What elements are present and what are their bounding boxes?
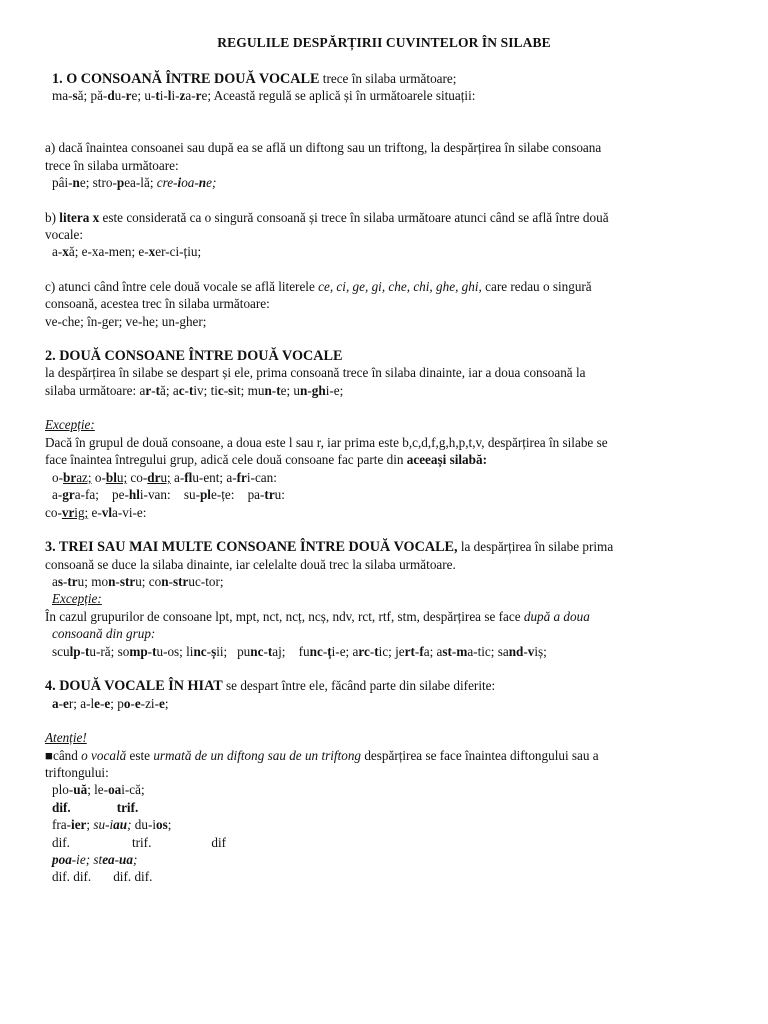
- section-2-heading-text: 2. DOUĂ CONSOANE ÎNTRE DOUĂ VOCALE: [45, 348, 343, 364]
- attention-line1-mid: este: [126, 748, 154, 763]
- section-2-exc-examples-3: co-vrig; e-vla-vi-e:: [45, 505, 147, 520]
- section-2-exc-line1: Dacă în grupul de două consoane, a doua este l sau r, iar prima este b,c,d,f,g,h,p,t,v, despărțirea în silabe se: [45, 435, 608, 450]
- rule-c-line1-pre: c) atunci când între cele două vocale se află literele: [45, 279, 319, 294]
- section-3-exc-line1: [45, 608, 590, 625]
- rule-b-label: b): [45, 210, 60, 225]
- section-2-exc-examples-2: a-gra-fa; pe-hli-van: su-ple-țe: pa-tru:: [52, 487, 285, 502]
- section-2-line2: silaba următoare: ar-tă; ac-tiv; tic-sit; mun-te; un-ghi-e;: [45, 383, 344, 398]
- section-3-heading-tail: la despărțirea în silabe prima: [457, 539, 614, 554]
- section-3-exception-label: [52, 590, 102, 607]
- section-3-exc-line2: [52, 625, 155, 642]
- label-dif: dif.: [52, 800, 71, 815]
- attention-line1-post: despărțirea se face înaintea diftongului sau a: [361, 748, 599, 763]
- attention-line1: [45, 747, 599, 764]
- section-2-exc-examples-1: o-braz; o-blu; co-dru; a-flu-ent; a-fri-can:: [52, 470, 277, 485]
- rule-b-bold: litera x: [59, 210, 100, 225]
- exception-label: Excepție:: [52, 591, 102, 606]
- rule-a-line1: a) dacă înaintea consoanei sau după ea se află un diftong sau un triftong, la despărțirea în silabe consoana: [45, 140, 602, 155]
- rule-a-line2: trece în silaba următoare:: [45, 158, 179, 173]
- section-3-exc-line1-text: În cazul grupurilor de consoane lpt, mpt, nct, ncț, ncș, ndv, rct, rtf, stm, despărțirea se face: [45, 609, 524, 624]
- section-2-exc-line2: [45, 451, 487, 468]
- section-1-examples: ma-să; pă-du-re; u-ti-li-za-re; Această regulă se aplică și în următoarele situații:: [52, 88, 476, 103]
- rule-b-examples: a-xă; e-xa-men; e-xer-ci-țiu;: [52, 244, 202, 259]
- section-4-heading: 4. DOUĂ VOCALE ÎN HIAT: [45, 678, 223, 694]
- section-4-examples: a-er; a-le-e; po-e-zi-e;: [52, 696, 169, 711]
- label-trif: trif.: [131, 835, 152, 850]
- attention-example-2: fra-ier; su-iau; du-ios;: [52, 817, 172, 832]
- label-dif: dif.: [113, 869, 132, 884]
- rule-a-examples: pâi-ne; stro-pea-lă; cre-ioa-ne;: [52, 175, 217, 190]
- rule-c-line2: consoană, acestea trec în silaba următoare:: [45, 296, 270, 311]
- rule-c-letters: ce, ci, ge, gi, che, chi, ghe, ghi,: [318, 279, 482, 294]
- label-dif: dif: [211, 835, 227, 850]
- attention-example-1-labels: [52, 799, 138, 816]
- label-dif: dif.: [73, 869, 92, 884]
- rule-b-line1-tail: este considerată ca o singură consoană și trece în silaba următoare atunci când se află între două: [99, 210, 609, 225]
- section-2-heading: [45, 347, 342, 365]
- section-1-heading-line: [52, 70, 456, 88]
- page-title: REGULILE DESPĂRȚIRII CUVINTELOR ÎN SILABE: [217, 35, 551, 50]
- section-3-line2: consoană se duce la silaba dinainte, iar celelalte două trec la silaba următoare.: [45, 557, 456, 572]
- section-3-exc-examples: sculp-tu-ră; somp-tu-os; linc-șii; punc-taj; func-ți-e; arc-tic; jert-fa; ast-ma-tic; sand-viș;: [52, 644, 547, 659]
- section-2-line2-pre: silaba următoare:: [45, 383, 140, 398]
- attention-example-3: poa-ie; stea-ua;: [52, 852, 138, 867]
- section-1-examples-tail: ; Această regulă se aplică și în următoarele situații:: [207, 88, 476, 103]
- attention-line2: triftongului:: [45, 765, 109, 780]
- attention-example-3-labels: [52, 868, 152, 885]
- section-3-exc-line2-italic: consoană din grup:: [52, 626, 156, 641]
- section-3-heading: 3. TREI SAU MAI MULTE CONSOANE ÎNTRE DOUĂ VOCALE,: [45, 539, 458, 555]
- attention-label-text: Atenție!: [45, 730, 87, 745]
- label-dif: dif.: [134, 869, 153, 884]
- section-2-exc-line2-pre: face înaintea întregului grup, adică cele două consoane fac parte din: [45, 452, 407, 467]
- section-1-heading: 1. O CONSOANĂ ÎNTRE DOUĂ VOCALE: [52, 71, 320, 87]
- label-dif: dif.: [52, 869, 70, 884]
- section-3-exc-line1-italic: după a doua: [523, 609, 590, 624]
- section-3-examples: as-tru; mon-stru; con-struc-tor;: [52, 574, 224, 589]
- attention-line1-pre: ■când: [45, 748, 82, 763]
- rule-c-line1-post: care redau o singură: [481, 279, 592, 294]
- section-1-heading-tail: trece în silaba următoare;: [319, 71, 457, 86]
- rule-b-line1: [45, 209, 609, 226]
- rule-c-examples: ve-che; în-ger; ve-he; un-gher;: [45, 314, 207, 329]
- attention-line1-italic-1: o vocală: [81, 748, 127, 763]
- section-2-line1: la despărțirea în silabe se despart și ele, prima consoană trece în silaba dinainte, iar a doua consoană la: [45, 365, 586, 380]
- attention-label: [45, 729, 87, 746]
- label-trif: trif.: [116, 800, 139, 815]
- rule-b-line2: vocale:: [45, 227, 84, 242]
- attention-example-1: plo-uă; le-oai-că;: [52, 782, 145, 797]
- section-3-heading-line: [45, 538, 613, 556]
- section-4-heading-line: [45, 677, 495, 695]
- section-4-heading-tail: se despart între ele, făcând parte din silabe diferite:: [222, 678, 496, 693]
- attention-line1-italic-2: urmată de un diftong sau de un triftong: [153, 748, 362, 763]
- section-2-exception-label: [45, 416, 95, 433]
- section-2-exc-line2-bold: aceeași silabă:: [406, 452, 487, 467]
- label-dif: dif.: [52, 835, 70, 850]
- exception-label: Excepție:: [45, 417, 95, 432]
- rule-c-line1: [45, 278, 592, 295]
- attention-example-2-labels: [52, 834, 226, 851]
